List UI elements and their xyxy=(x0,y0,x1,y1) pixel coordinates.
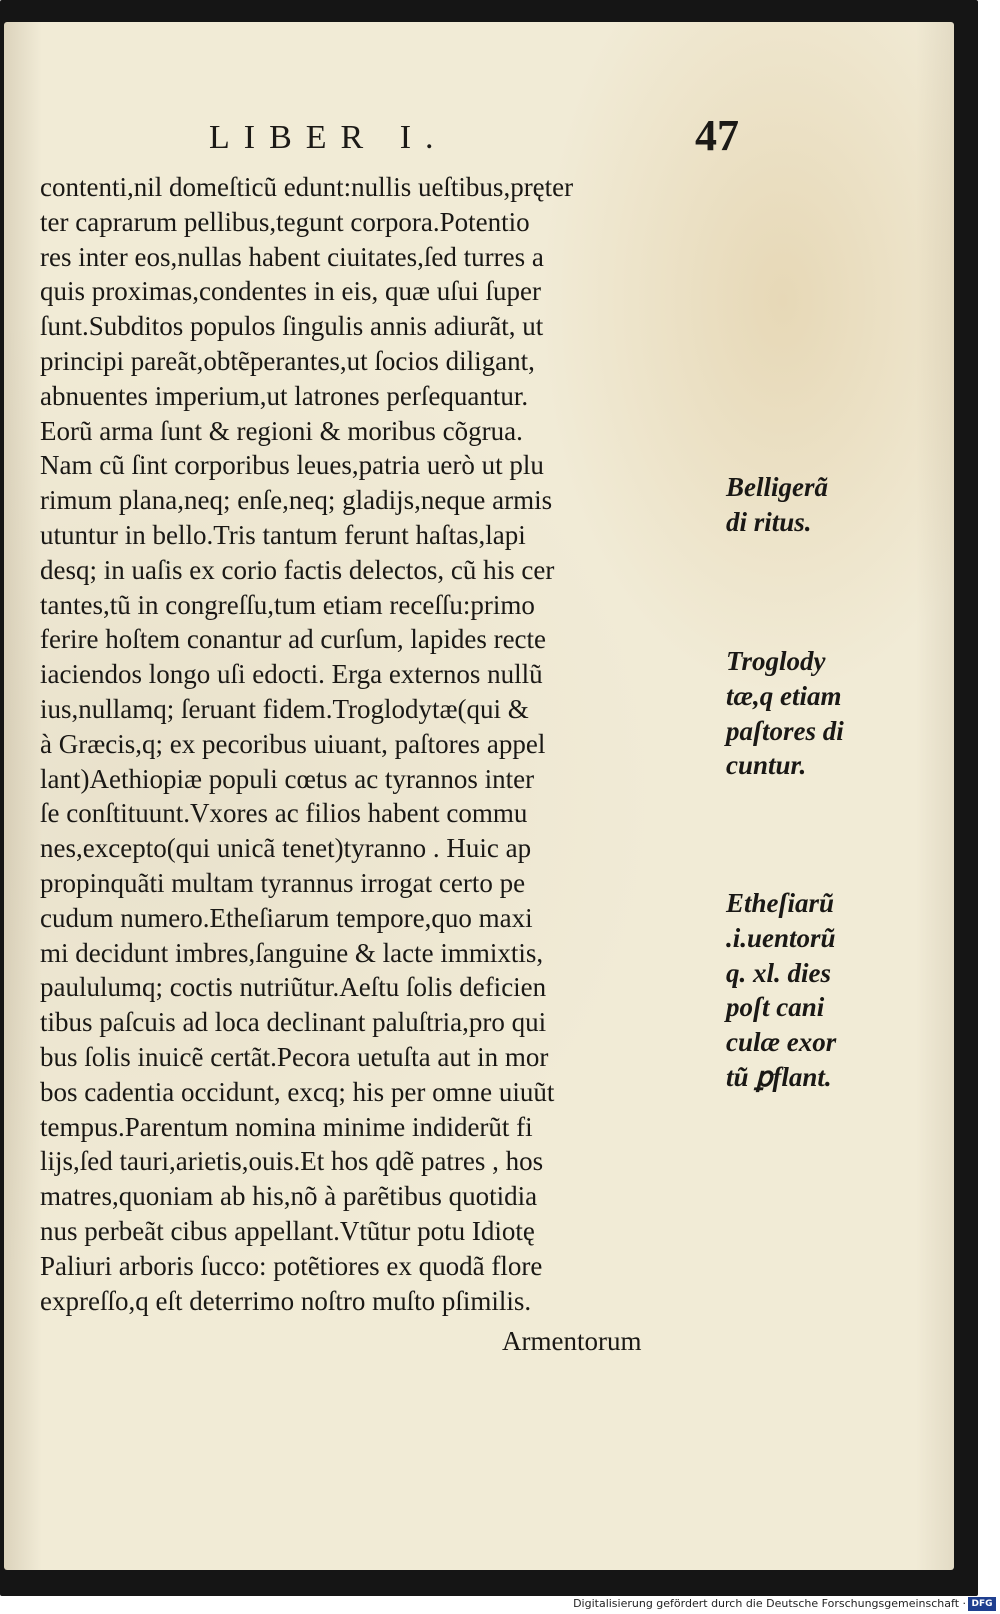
text-line: Nam cũ ſint corporibus leues,patria uerò ut plu xyxy=(40,450,544,481)
margin-note-line: q. xl. dies xyxy=(726,957,831,988)
text-line: propinquãti multam tyrannus irrogat certo pe xyxy=(40,867,526,898)
margin-note-line: tũ ꝑflant. xyxy=(726,1061,832,1092)
margin-note-line: .i.uentorũ xyxy=(726,922,836,953)
text-line: matres,quoniam ab his,nõ à parẽtibus quotidia xyxy=(40,1181,538,1212)
text-line: ferire hoſtem conantur ad curſum, lapides recte xyxy=(40,624,547,655)
margin-note-belligerandi xyxy=(726,470,876,540)
text-line: lant)Aethiopiæ populi cœtus ac tyrannos inter xyxy=(40,763,535,794)
text-line: res inter eos,nullas habent ciuitates,ſed turres a xyxy=(40,241,544,272)
text-line: tibus paſcuis ad loca declinant paluſtria,pro qui xyxy=(40,1007,547,1038)
text-line: rimum plana,neq; enſe,neq; gladijs,neque armis xyxy=(40,485,553,516)
text-line: Paliuri arboris ſucco: potẽtiores ex quodã flore xyxy=(40,1250,543,1281)
catchword: Armentorum xyxy=(502,1326,642,1356)
text-line: principi pareãt,obtẽperantes,ut ſocios diligant, xyxy=(40,345,535,376)
text-line: lijs,ſed tauri,arietis,ouis.Et hos qdẽ patres , hos xyxy=(40,1146,544,1177)
margin-note-line: tæ,q etiam xyxy=(726,680,842,711)
text-line: cudum numero.Etheſiarum tempore,quo maxi xyxy=(40,902,533,933)
text-line: bus ſolis inuicẽ certãt.Pecora uetuſta aut in mor xyxy=(40,1041,549,1072)
text-line: ſunt.Subditos populos ſingulis annis adiurãt, ut xyxy=(40,311,544,342)
text-line: Eorũ arma ſunt & regioni & moribus cõgrua. xyxy=(40,415,523,446)
text-line: à Græcis,q; ex pecoribus uiuant, paſtores appel xyxy=(40,728,546,759)
text-line: ter caprarum pellibus,tegunt corpora.Potentio xyxy=(40,206,530,237)
margin-note-ethesiarum xyxy=(726,886,876,1095)
text-line: desq; in uaſis ex corio factis delectos, cũ his cer xyxy=(40,554,555,585)
text-line: tempus.Parentum nomina minime indiderũt fi xyxy=(40,1111,533,1142)
text-line: bos cadentia occidunt, excq; his per omne uiuũt xyxy=(40,1076,555,1107)
margin-note-line: cuntur. xyxy=(726,750,807,781)
text-line: mi decidunt imbres,ſanguine & lacte immixtis, xyxy=(40,937,544,968)
book-page xyxy=(4,22,954,1570)
margin-note-line: culæ exor xyxy=(726,1027,837,1058)
dfg-logo: DFG xyxy=(968,1597,996,1611)
margin-note-line: poſt cani xyxy=(726,992,825,1023)
text-line: utuntur in bello.Tris tantum ferunt haſtas,lapi xyxy=(40,519,526,550)
text-line: ſe conſtituunt.Vxores ac filios habent commu xyxy=(40,798,528,829)
text-line: nes,excepto(qui unicã tenet)tyranno . Huic ap xyxy=(40,833,532,864)
margin-note-troglodytae xyxy=(726,644,876,783)
margin-note-line: di ritus. xyxy=(726,506,812,537)
page-header xyxy=(209,111,739,166)
text-line: tantes,tũ in congreſſu,tum etiam receſſu:primo xyxy=(40,589,535,620)
margin-note-line: paſtores di xyxy=(726,715,844,746)
text-line: ius,nullamq; ſeruant fidem.Troglodytæ(qui & xyxy=(40,693,529,724)
text-line: abnuentes imperium,ut latrones perſequantur. xyxy=(40,380,529,411)
footer xyxy=(0,1596,1000,1614)
running-head: LIBER I. xyxy=(209,119,448,156)
margin-note-line: Belligerã xyxy=(726,472,828,502)
main-text-block xyxy=(40,170,730,1318)
text-line: iaciendos longo uſi edocti. Erga externos nullũ xyxy=(40,659,543,690)
margin-note-line: Troglody xyxy=(726,646,826,676)
page-number: 47 xyxy=(695,111,739,160)
text-line: expreſſo,q eſt deterrimo noſtro muſto pſimilis. xyxy=(40,1285,532,1316)
text-line: nus perbeãt cibus appellant.Vtũtur potu Idiotę xyxy=(40,1215,535,1246)
funding-credit: Digitalisierung gefördert durch die Deutsche Forschungsgemeinschaft · xyxy=(573,1597,966,1610)
margin-note-line: Etheſiarũ xyxy=(726,888,835,918)
text-line: quis proximas,condentes in eis, quæ uſui ſuper xyxy=(40,276,541,307)
text-line: paululumq; coctis nutriũtur.Aeſtu ſolis deficien xyxy=(40,972,547,1003)
text-line: contenti,nil domeſticũ edunt:nullis ueſtibus,pręter xyxy=(40,172,574,202)
